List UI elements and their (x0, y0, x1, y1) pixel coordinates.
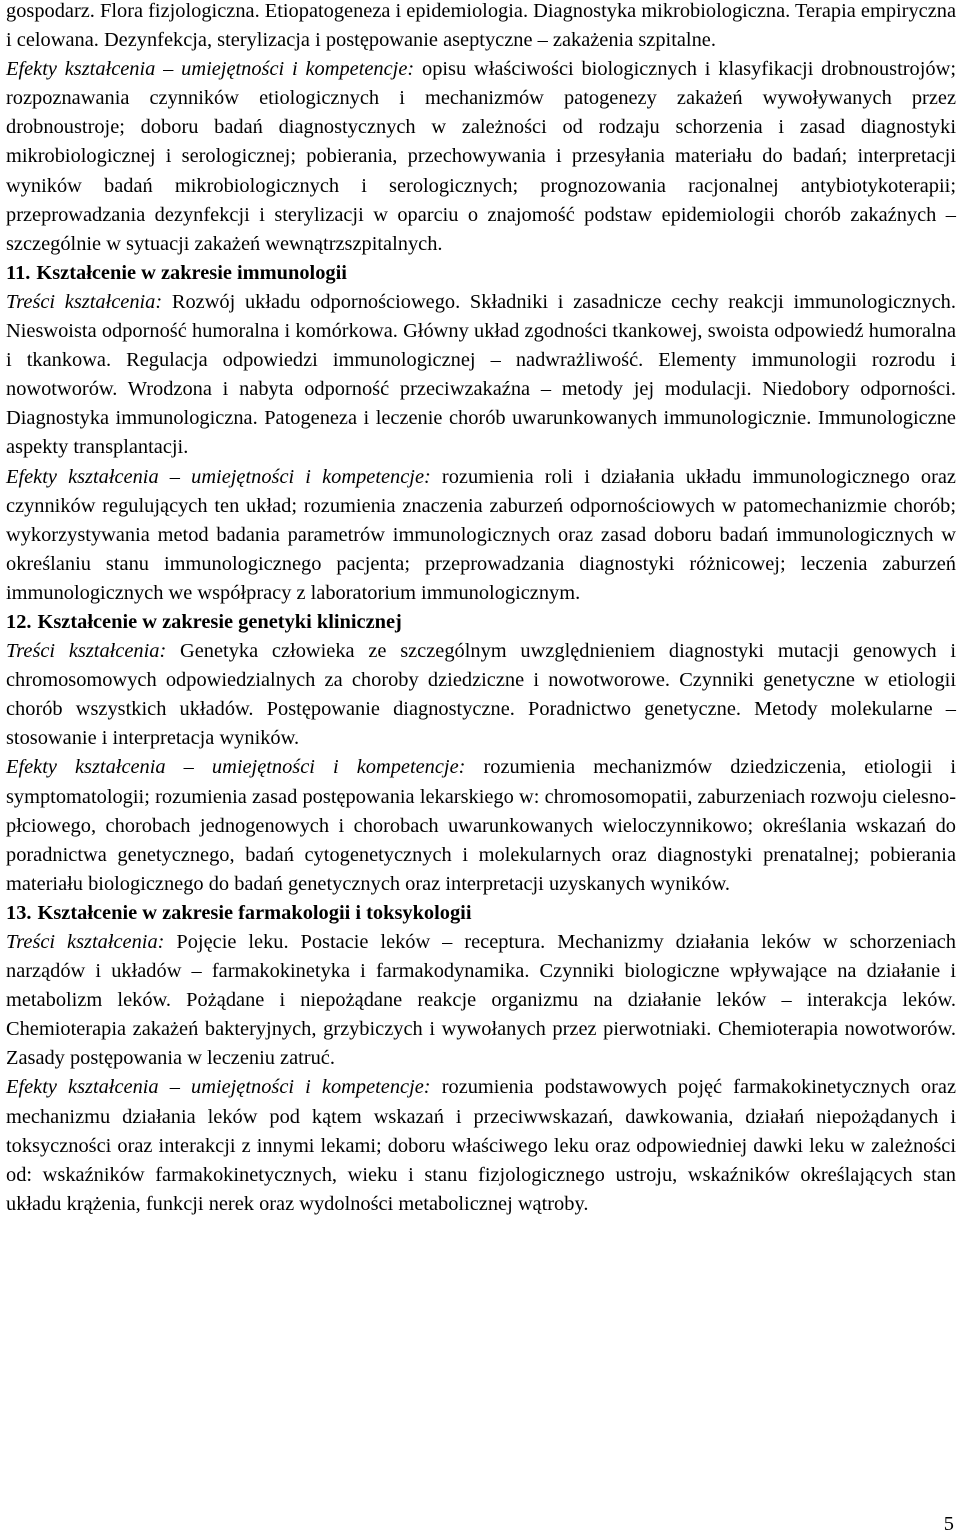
effects-lead: Efekty kształcenia – umiejętności i kompetencje: (6, 465, 431, 488)
effects-text: rozumienia mechanizmów dziedziczenia, etiologii i symptomatologii; rozumienia zasad postępowania lekarskiego w: chromosomopatii, zaburzeniach rozwoju cielesno-płciowego, chorobach jednogenowych i chorobach uwarunkowanych wieloczynnikowo; określania wskazań do poradnictwa genetycznego, badań cytogenetycznych i molekularnych oraz diagnostyki prenatalnej; pobierania materiału biologicznego do badań genetycznych oraz interpretacji uzyskanych wyników. (6, 756, 956, 895)
intro-effects-text: opisu właściwości biologicznych i klasyfikacji drobnoustrojów; rozpoznawania czynników etiologicznych i mechanizmów patogenezy zakażeń wywoływanych przez drobnoustroje; doboru badań diagnostycznych w zależności od rodzaju schorzenia i zasad diagnostyki mikrobiologicznej i serologicznej; pobierania, przechowywania i przesyłania materiału do badań; interpretacji wyników badań mikrobiologicznych i serologicznych; prognozowania racjonalnej antybiotykoterapii; przeprowadzania dezynfekcji i sterylizacji w oparciu o znajomość podstaw epidemiologii chorób zakaźnych – szczególnie w sytuacji zakażeń wewnątrzszpitalnych. (6, 58, 956, 255)
section-heading-13 (6, 899, 956, 928)
document-page (6, 0, 956, 1219)
section-number: 12. (6, 610, 32, 633)
content-text: Pojęcie leku. Postacie leków – receptura. Mechanizmy działania leków w schorzeniach narządów i układów – farmakokinetyka i farmakodynamika. Czynniki biologiczne wpływające na działanie i metabolizm leków. Pożądane i niepożądane reakcje organizmu na działanie leków – interakcja leków. Chemioterapia zakażeń bakteryjnych, grzybiczych i wywołanych przez pierwotniaki. Chemioterapia nowotworów. Zasady postępowania w leczeniu zatruć. (6, 931, 956, 1070)
section-heading-11 (6, 259, 956, 288)
intro-paragraph (6, 0, 956, 55)
effects-lead: Efekty kształcenia – umiejętności i kompetencje: (6, 756, 466, 779)
intro-effects-paragraph (6, 55, 956, 259)
section-title: Kształcenie w zakresie genetyki klinicznej (37, 610, 402, 633)
intro-effects-lead: Efekty kształcenia – umiejętności i kompetencje: (6, 58, 415, 81)
section-effects-paragraph (6, 753, 956, 898)
intro-text: gospodarz. Flora fizjologiczna. Etiopatogeneza i epidemiologia. Diagnostyka mikrobiologiczna. Terapia empiryczna i celowana. Dezynfekcja, sterylizacja i postępowanie aseptyczne – zakażenia szpitalne. (6, 0, 957, 52)
content-lead: Treści kształcenia: (6, 640, 167, 663)
section-heading-12 (6, 608, 956, 637)
section-effects-paragraph (6, 1073, 956, 1218)
effects-text: rozumienia roli i działania układu immunologicznego oraz czynników regulujących ten układ; rozumienia znaczenia zaburzeń odpornościowych w patomechanizmie chorób; wykorzystywania metod badania parametrów immunologicznych oraz zasad doboru badań immunologicznych w określaniu stanu immunologicznego pacjenta; przeprowadzania diagnostyki różnicowej; leczenia zaburzeń immunologicznych we współpracy z laboratorium immunologicznym. (6, 465, 956, 604)
content-lead: Treści kształcenia: (6, 290, 163, 313)
content-text: Genetyka człowieka ze szczególnym uwzględnieniem diagnostyki mutacji genowych i chromosomowych odpowiedzialnych za choroby dziedziczne i nowotworowe. Czynniki genetyczne w etiologii chorób wszystkich układów. Postępowanie diagnostyczne. Poradnictwo genetyczne. Metody molekularne – stosowanie i interpretacja wyników. (6, 640, 956, 750)
content-text: Rozwój układu odpornościowego. Składniki i zasadnicze cechy reakcji immunologicznych. Nieswoista odporność humoralna i komórkowa. Główny układ zgodności tkankowej, swoista odpowiedź humoralna i tkankowa. Regulacja odpowiedzi immunologicznej – nadwrażliwość. Elementy immunologii rozrodu i nowotworów. Wrodzona i nabyta odporność przeciwzakaźna – metody jej modulacji. Niedobory odporności. Diagnostyka immunologiczna. Patogeneza i leczenie chorób uwarunkowanych immunologicznie. Immunologiczne aspekty transplantacji. (6, 290, 956, 459)
section-title: Kształcenie w zakresie immunologii (36, 261, 347, 284)
content-lead: Treści kształcenia: (6, 931, 165, 953)
section-number: 13. (6, 901, 32, 924)
section-number: 11. (6, 261, 31, 284)
section-content-paragraph (6, 288, 956, 463)
section-title: Kształcenie w zakresie farmakologii i toksykologii (37, 901, 472, 924)
effects-lead: Efekty kształcenia – umiejętności i kompetencje: (6, 1076, 431, 1099)
page-number: 5 (943, 1513, 954, 1535)
section-effects-paragraph (6, 463, 956, 608)
section-content-paragraph (6, 928, 956, 1073)
section-content-paragraph (6, 637, 956, 753)
effects-text: rozumienia podstawowych pojęć farmakokinetycznych oraz mechanizmu działania leków pod kątem wskazań i przeciwwskazań, dawkowania, działań niepożądanych i toksyczności oraz interakcji z innymi lekami; doboru właściwego leku oraz odpowiedniej dawki leku w zależności od: wskaźników farmakokinetycznych, wieku i stanu fizjologicznego ustroju, wskaźników określających stan układu krążenia, funkcji nerek oraz wydolności metabolicznej wątroby. (6, 1076, 956, 1215)
